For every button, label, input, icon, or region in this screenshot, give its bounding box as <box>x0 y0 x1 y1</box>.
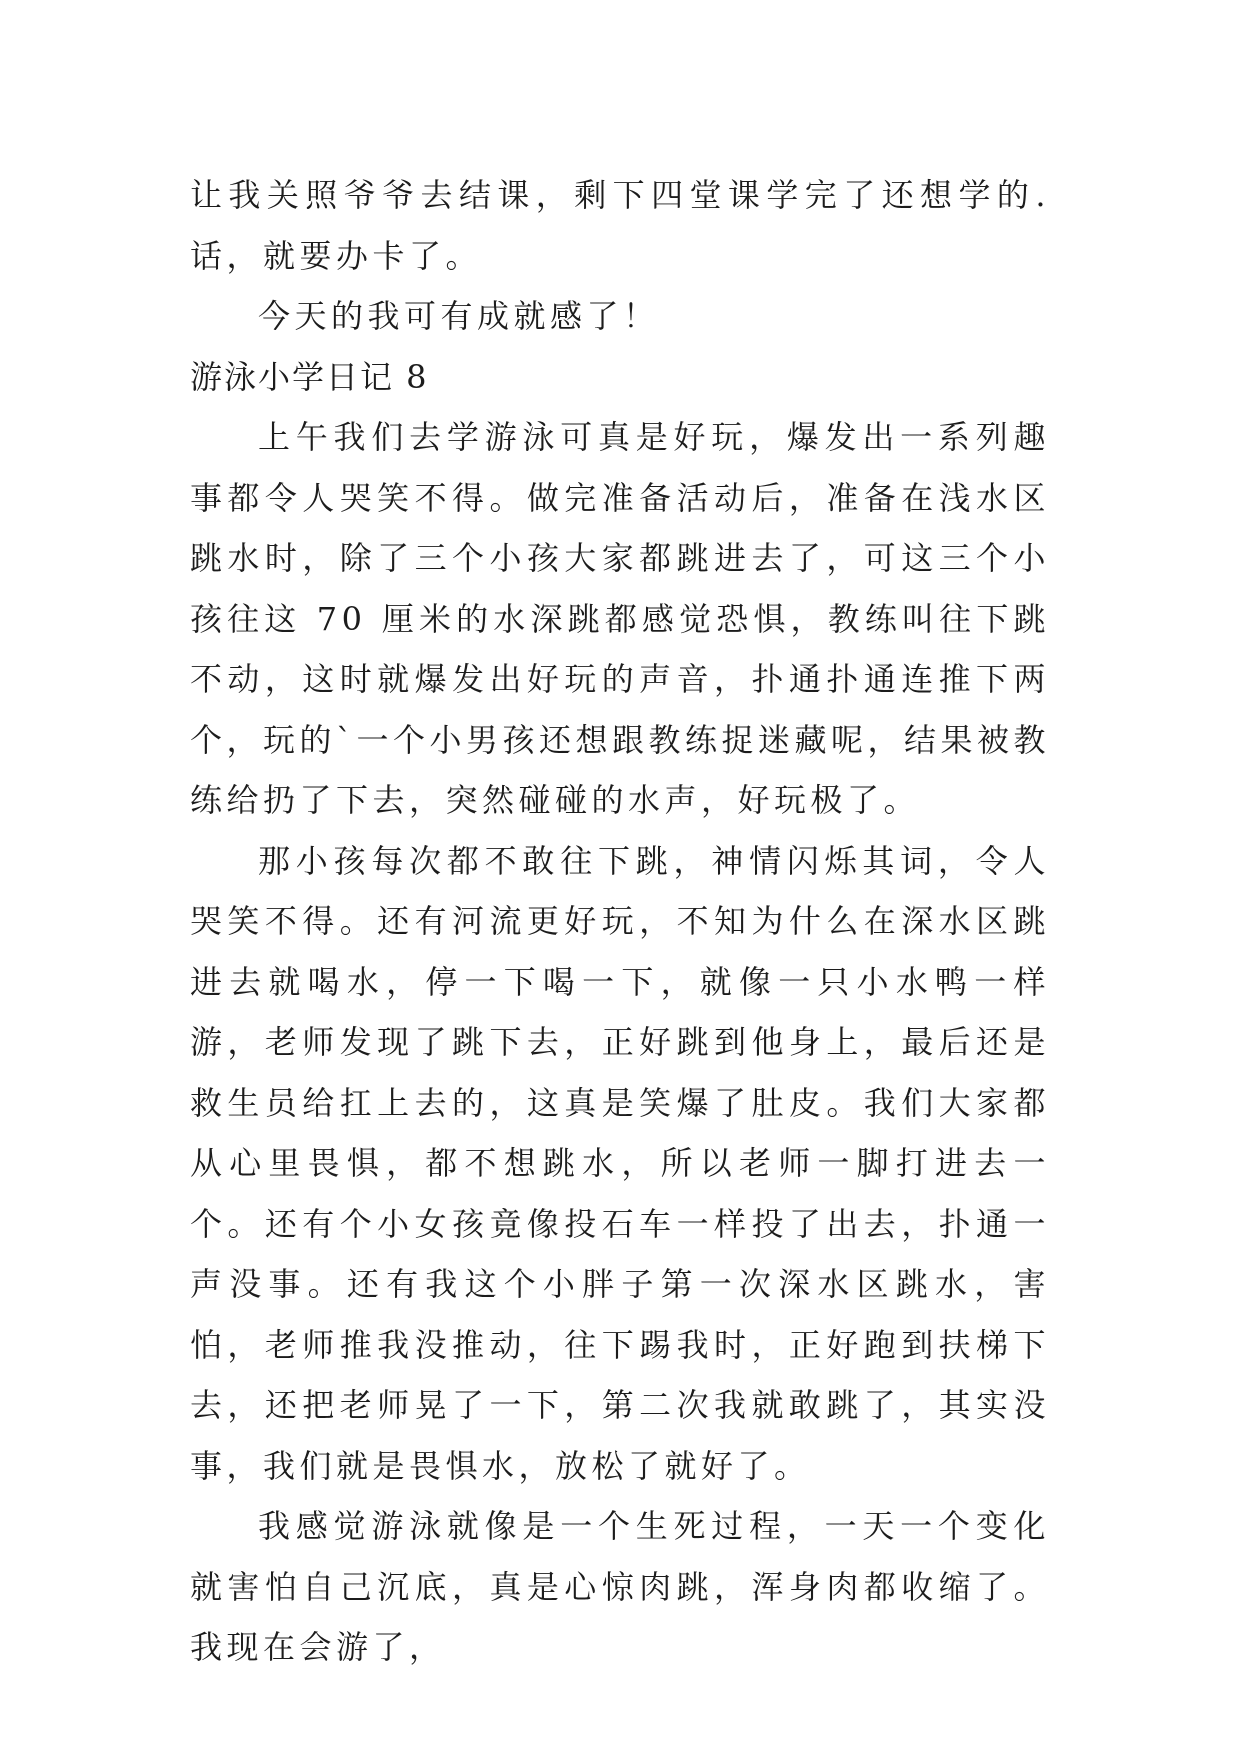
paragraph-continuation: 让我关照爷爷去结课，剩下四堂课学完了还想学的.话，就要办卡了。 <box>190 176 1050 275</box>
paragraph-closing: 今天的我可有成就感了！ <box>258 297 660 335</box>
section-title: 游泳小学日记 8 <box>190 357 429 396</box>
paragraph-2: 那小孩每次都不敢往下跳，神情闪烁其词，令人哭笑不得。还有河流更好玩，不知为什么在深水区跳进去就喝水，停一下喝一下，就像一只小水鸭一样游，老师发现了跳下去，正好跳到他身上，最后还是救生员给扛上去的，这真是笑爆了肚皮。我们大家都从心里畏惧，都不想跳水，所以老师一脚打进去一个。还有个小女孩竟像投石车一样投了出去，扑通一声没事。还有我这个小胖子第一次深水区跳水，害怕，老师推我没推动，往下踢我时，正好跑到扶梯下去，还把老师晃了一下，第二次我就敢跳了，其实没事，我们就是畏惧水，放松了就好了。 <box>190 841 1050 1485</box>
paragraph-1: 上午我们去学游泳可真是好玩，爆发出一系列趣事都令人哭笑不得。做完准备活动后，准备在浅水区跳水时，除了三个小孩大家都跳进去了，可这三个小孩往这 70 厘米的水深跳都感觉恐惧，教练叫往下跳不动，这时就爆发出好玩的声音，扑通扑通连推下两个，玩的`一个小男孩还想跟教练捉迷藏呢，结果被教练给扔了下去，突然碰碰的水声，好玩极了。 <box>190 418 1051 819</box>
paragraph-3: 我感觉游泳就像是一个生死过程，一天一个变化就害怕自己沉底，真是心惊肉跳，浑身肉都收缩了。我现在会游了， <box>190 1507 1050 1666</box>
document-body <box>190 165 1050 1678</box>
